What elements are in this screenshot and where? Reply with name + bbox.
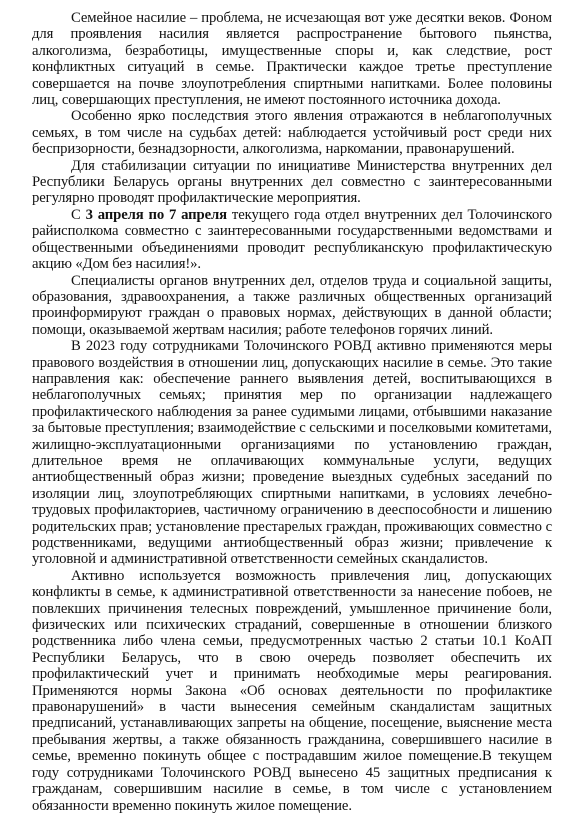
campaign-text-post: текущего года отдел внутренних дел Толочинского райисполкома совместно с заинтересованными государственными ведомствами и общественными объединениями проводит республиканскую профилактическую акцию «Дом без насилия!». xyxy=(32,206,552,273)
paragraph-specialists: Специалисты органов внутренних дел, отделов труда и социальной защиты, образования, здравоохранения, а также различных общественных организаций проинформируют граждан о правовых нормах, действующих в данной области; помощи, оказываемой жертвам насилия; работе телефонов горячих линий. xyxy=(32,272,552,338)
document-body xyxy=(32,10,552,814)
paragraph-campaign xyxy=(32,207,552,273)
campaign-dates: 3 апреля по 7 апреля xyxy=(85,206,228,223)
paragraph-measures-2023: В 2023 году сотрудниками Толочинского РОВД активно применяются меры правового воздействия в отношении лиц, допускающих насилие в семье. Это такие направления как: обеспечение раннего выявления детей, воспитывающихся в неблагополучных семьях; принятия мер по организации надлежащего профилактического наблюдения за ранее судимыми лицами, отбывшими наказание за бытовые преступления; взаимодействие с сельскими и поселковыми комитетами, жилищно-эксплуатационными организациями по установлению граждан, длительное время не оплачивающих коммунальные услуги, ведущих антиобщественный образ жизни; проведение выездных судебных заседаний по изоляции лиц, злоупотребляющих спиртными напитками, в условиях лечебно-трудовых профилакториев, частичному ограничению в дееспособности и лишению родительских прав; установление престарелых граждан, проживающих совместно с родственниками, ведущими антиобщественный образ жизни; привлечение к уголовной и административной ответственности семейных скандалистов. xyxy=(32,338,552,568)
paragraph-stabilization: Для стабилизации ситуации по инициативе Министерства внутренних дел Республики Беларусь органы внутренних дел совместно с заинтересованными регулярно проводят профилактические мероприятия. xyxy=(32,157,552,207)
paragraph-administrative-liability: Активно используется возможность привлечения лиц, допускающих конфликты в семье, к административной ответственности за нанесение побоев, не повлекших причинения телесных повреждений, умышленное причинение боли, физических или психических страданий, совершенные в отношении близкого родственника либо члена семьи, предусмотренных частью 2 статьи 10.1 КоАП Республики Беларусь, что в свою очередь позволяет обеспечить их профилактический учет и принимать необходимые меры реагирования. Применяются нормы Закона «Об основах деятельности по профилактике правонарушений» в части вынесения семейным скандалистам защитных предписаний, устанавливающих запреты на общение, посещение, выяснение места пребывания жертвы, а также обязанность гражданина, совершившего насилие в семье, временно покинуть общее с пострадавшим жилое помещение.В текущем году сотрудниками Толочинского РОВД вынесено 45 защитных предписания к гражданам, совершившим насилие в семье, в том числе с установлением обязанности временно покинуть жилое помещение. xyxy=(32,567,552,814)
campaign-text-pre: С xyxy=(71,206,86,223)
paragraph-consequences: Особенно ярко последствия этого явления отражаются в неблагополучных семьях, в том числе на судьбах детей: наблюдается устойчивый рост среди них беспризорности, безнадзорности, алкоголизма, наркомании, правонарушений. xyxy=(32,108,552,158)
paragraph-intro: Семейное насилие – проблема, не исчезающая вот уже десятки веков. Фоном для проявления насилия является распространение бытового пьянства, алкоголизма, безработицы, имущественные споры и, как следствие, рост конфликтных ситуаций в семье. Практически каждое третье преступление совершается на почве злоупотребления спиртными напитками. Более половины лиц, совершающих преступления, не имеют постоянного источника дохода. xyxy=(32,10,552,109)
